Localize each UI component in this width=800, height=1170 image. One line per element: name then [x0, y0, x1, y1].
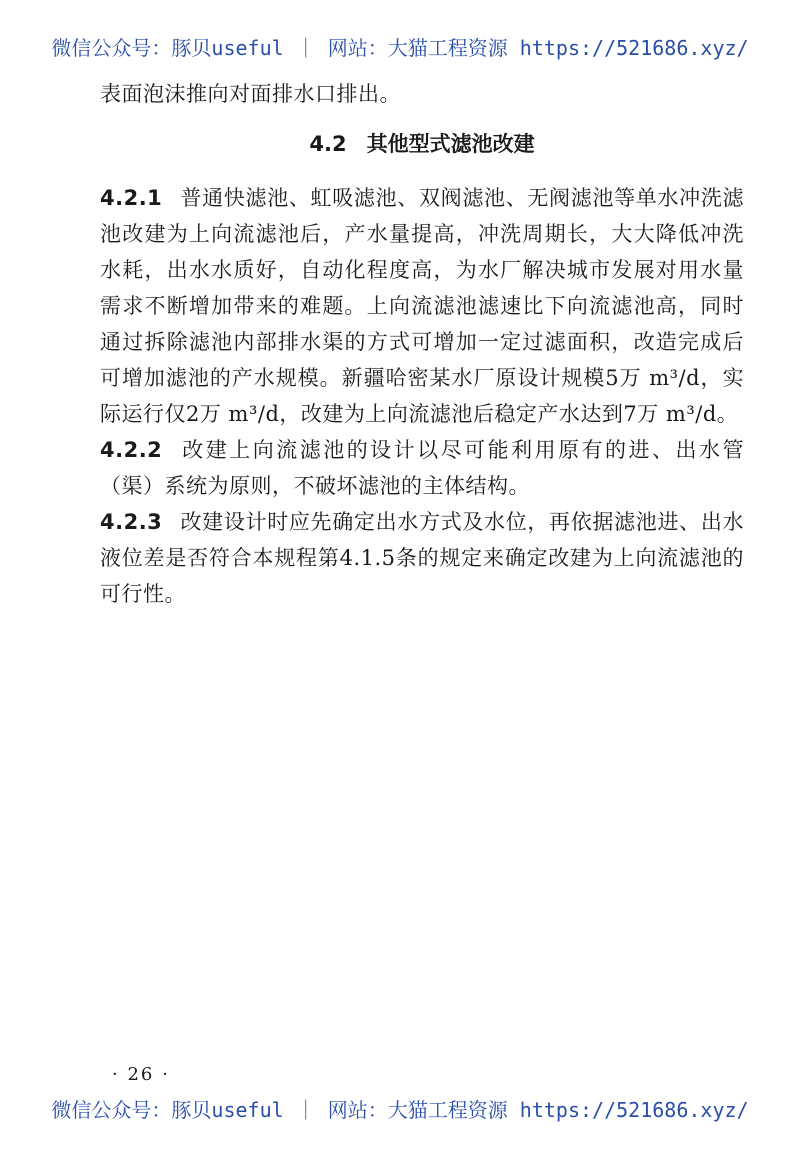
section-number: 4.2: [309, 132, 347, 156]
clause-4-2-2: [100, 432, 744, 504]
clause-number: 4.2.2: [100, 438, 163, 462]
section-title: 其他型式滤池改建: [366, 131, 535, 156]
section-heading: [100, 126, 744, 162]
carryover-text: 表面泡沫推向对面排水口排出。: [100, 82, 401, 106]
clause-text: 改建上向流滤池的设计以尽可能利用原有的进、出水管（渠）系统为原则，不破坏滤池的主体结构。: [100, 438, 744, 498]
clause-text: 改建设计时应先确定出水方式及水位，再依据滤池进、出水液位差是否符合本规程第4.1.5条的规定来确定改建为上向流滤池的可行性。: [100, 510, 744, 606]
clause-number: 4.2.3: [100, 510, 163, 534]
clause-number: 4.2.1: [100, 186, 163, 210]
clause-text: 普通快滤池、虹吸滤池、双阀滤池、无阀滤池等单水冲洗滤池改建为上向流滤池后，产水量提高，冲洗周期长，大大降低冲洗水耗，出水水质好，自动化程度高，为水厂解决城市发展对用水量需求不断增加带来的难题。上向流滤池滤速比下向流滤池高，同时通过拆除滤池内部排水渠的方式可增加一定过滤面积，改造完成后可增加滤池的产水规模。新疆哈密某水厂原设计规模5万 m³/d，实际运行仅2万 m³/d，改建为上向流滤池后稳定产水达到7万 m³/d。: [100, 186, 744, 426]
watermark-bottom: 微信公众号：豚贝useful ｜ 网站：大猫工程资源 https://521686.xyz/: [51, 1098, 749, 1122]
page-number: · 26 ·: [112, 1064, 170, 1085]
document-body: [100, 76, 744, 612]
clause-4-2-3: [100, 504, 744, 612]
clause-4-2-1: [100, 180, 744, 432]
watermark-top: 微信公众号：豚贝useful ｜ 网站：大猫工程资源 https://521686.xyz/: [51, 36, 749, 60]
